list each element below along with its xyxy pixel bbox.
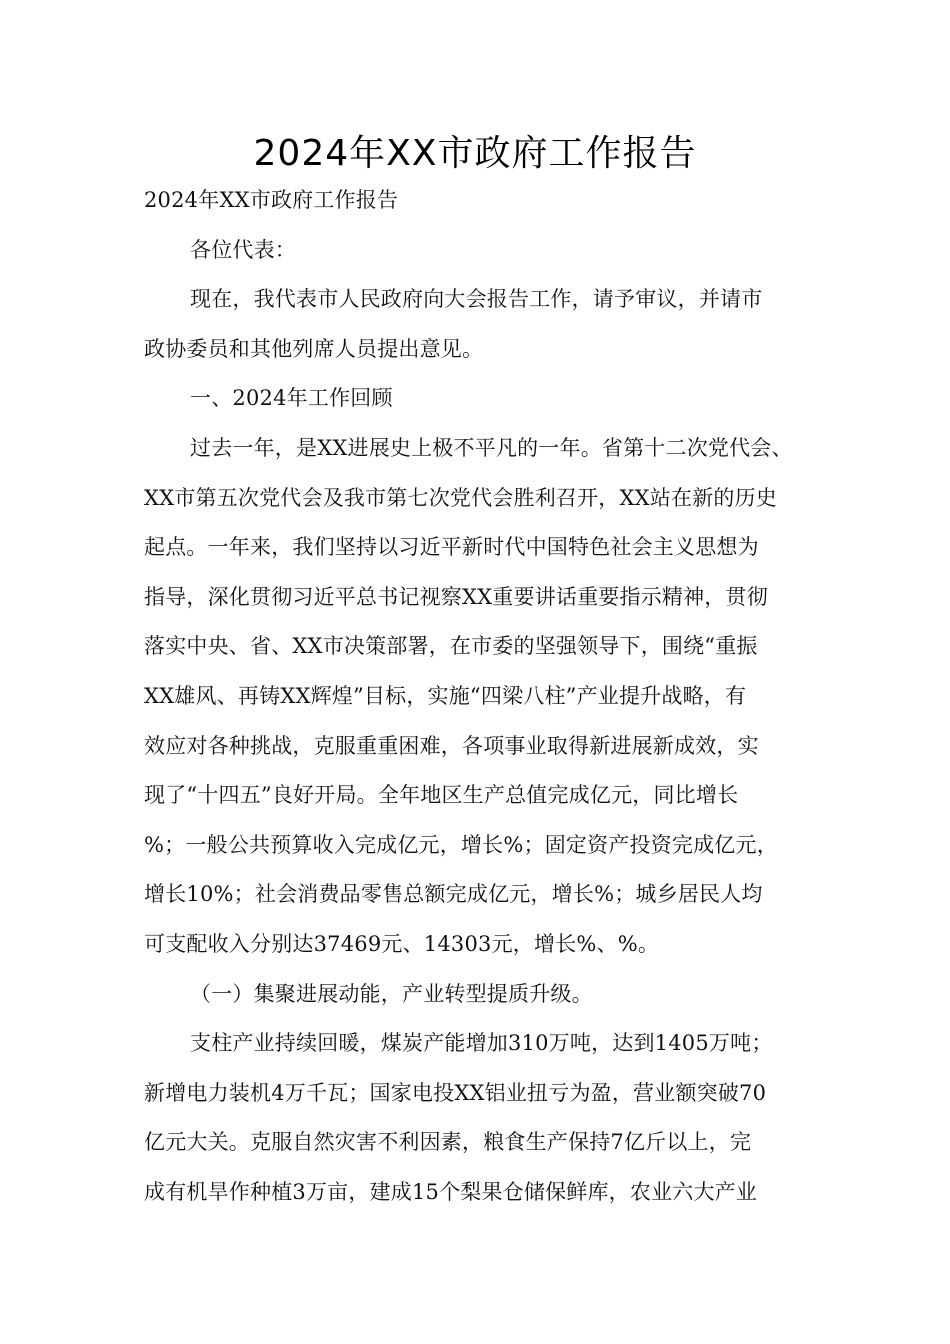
text-line: 新增电力装机4万千瓦；国家电投XX铝业扭亏为盈，营业额突破70 <box>144 1080 767 1105</box>
text-line: （一）集聚进展动能，产业转型提质升级。 <box>190 981 593 1006</box>
text-line: 亿元大关。克服自然灾害不利因素，粮食生产保持7亿斤以上，完 <box>144 1130 752 1155</box>
text-line: 成有机旱作种植3万亩，建成15个梨果仓储保鲜库，农业六大产业 <box>144 1179 758 1204</box>
text-line: 效应对各种挑战，克服重重困难，各项事业取得新进展新成效，实 <box>144 733 759 758</box>
text-line: 各位代表： <box>190 237 296 262</box>
text-line: 起点。一年来，我们坚持以习近平新时代中国特色社会主义思想为 <box>144 535 759 560</box>
document-title: 2024年XX市政府工作报告 <box>253 133 697 174</box>
text-line: 增长10%；社会消费品零售总额完成亿元，增长%；城乡居民人均 <box>144 882 763 907</box>
text-line: XX市第五次党代会及我市第七次党代会胜利召开，XX站在新的历史 <box>144 485 777 510</box>
text-line: 落实中央、省、XX市决策部署，在市委的坚强领导下，围绕“重振 <box>144 634 758 659</box>
text-line: 指导，深化贯彻习近平总书记视察XX重要讲话重要指示精神，贯彻 <box>144 584 768 609</box>
text-line: XX雄风、再铸XX辉煌”目标，实施“四梁八柱”产业提升战略，有 <box>144 683 747 708</box>
text-line: 现了“十四五”良好开局。全年地区生产总值完成亿元，同比增长 <box>144 783 739 808</box>
text-line: 过去一年，是XX进展史上极不平凡的一年。省第十二次党代会、 <box>190 435 793 460</box>
text-line: 支柱产业持续回暖，煤炭产能增加310万吨，达到1405万吨； <box>190 1031 773 1056</box>
text-line: %；一般公共预算收入完成亿元，增长%；固定资产投资完成亿元， <box>144 832 778 857</box>
text-line: 政协委员和其他列席人员提出意见。 <box>144 336 484 361</box>
text-line: 一、2024年工作回顾 <box>190 386 393 411</box>
text-line: 现在，我代表市人民政府向大会报告工作，请予审议，并请市 <box>190 287 763 312</box>
text-line: 2024年XX市政府工作报告 <box>144 188 399 212</box>
text-line: 可支配收入分别达37469元、14303元，增长%、%。 <box>144 931 660 956</box>
document-body <box>144 176 824 1217</box>
